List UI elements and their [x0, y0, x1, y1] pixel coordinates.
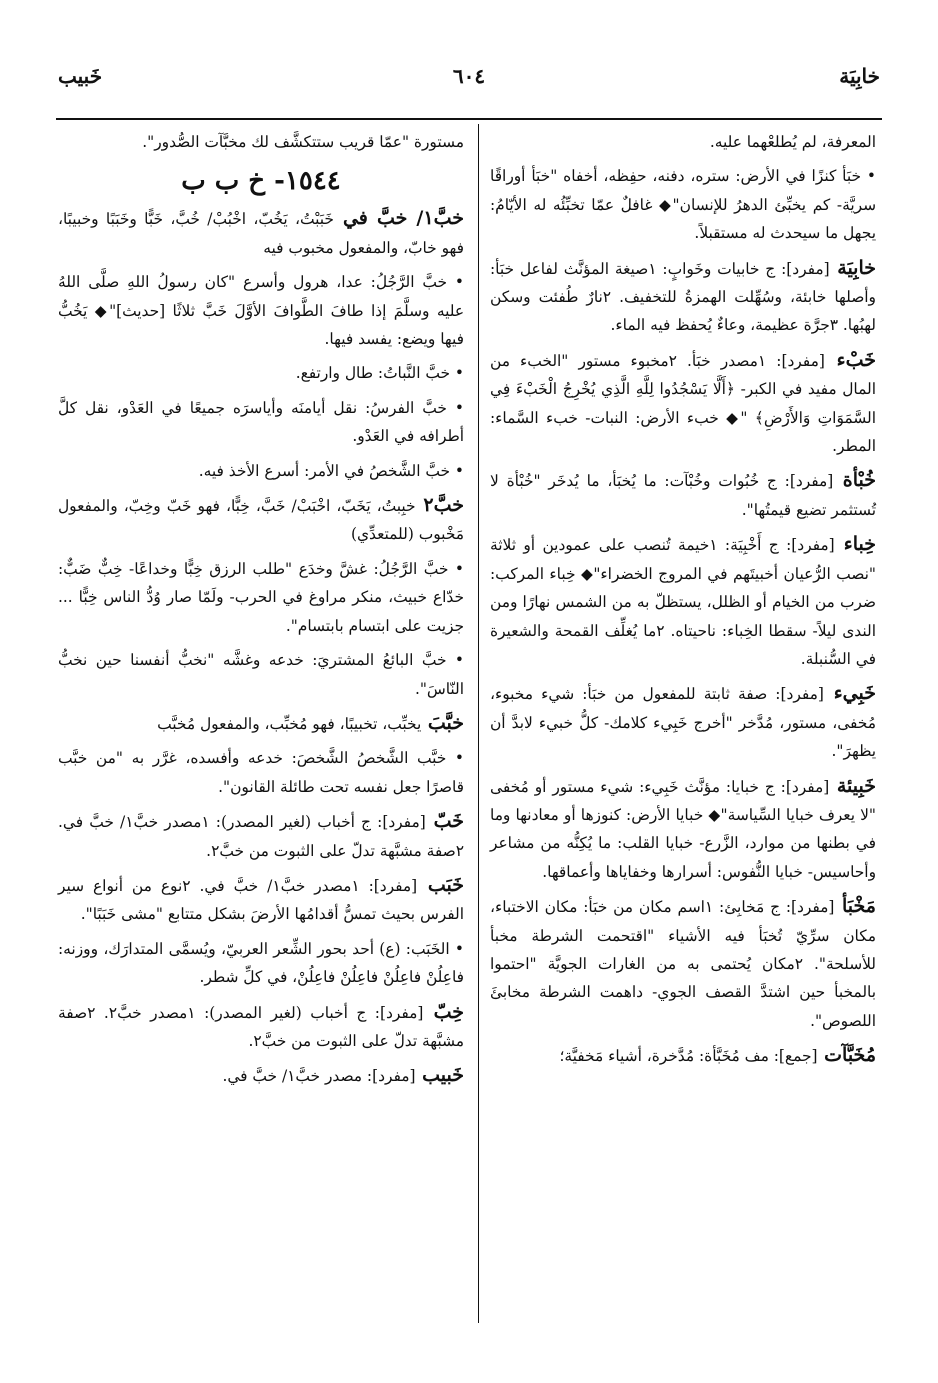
header-guide-word-right: خابِيَة — [839, 64, 880, 88]
sub-sense: • خبَأ كنزًا في الأرض: ستره، دفنه، حفِظه، أخفاه "خبَأ أوراقًا سريَّة- كم يخبِّئ الدهرُ للإنسان"◆ غافلٌ عمّا تخبِّئُه له الأيّامُ: يجهل ما سيحدث له مستقبلاً. — [490, 167, 876, 243]
entry-definition: [جمع]: مف مُخَبَّأة: مُدَّخرة، أشياء مَخفيَّة؛ — [559, 1047, 818, 1066]
entry-definition: [مفرد]: ج أخباب (لغير المصدر): ١مصدر خبَّ١/ خبَّ في. ٢صفة مشبَّهة تدلّ على الثبوت من خبَّ٢. — [58, 813, 464, 860]
right-column — [490, 128, 876, 1077]
entry-headword: خَبِيئة — [829, 774, 876, 797]
entry-headword: خِبّ — [423, 1000, 464, 1023]
column-divider — [478, 124, 479, 1323]
sub-sense: • خبَّ الرَّجُلُ: عدا، هرول وأسرع "كان رسولُ اللهِ صلَّى اللهُ عليه وسلَّمَ إذا طافَ الطَّوافَ الأوَّلَ خَبَّ ثلاثًا [حديث]"◆ يَخُبُّ فيها ويضع: يفسد فيها. — [58, 273, 464, 349]
dictionary-entry — [490, 772, 876, 887]
entry-headword: خبَّ٢ — [415, 494, 464, 517]
root-heading: ١٥٤٤- خ ب ب — [181, 166, 341, 197]
dictionary-entry — [490, 254, 876, 340]
entry-headword: خبَّ١/ خبَّ في — [333, 207, 465, 230]
entry-headword: مُخَبَّآت — [817, 1044, 876, 1067]
sub-sense: • خبَّ الرَّجُلُ: غشَّ وخدَع "طلب الرزق خِبًّا وخداعًا- خِبٌّ ضَبٌّ: خدّاع خبيث، منكر مراوغ في الحرب- ولَمّا صار وُدُّ الناس خِبًّا ... جزيت على ابتسام بابتسام". — [58, 559, 464, 635]
entry-headword: خَبَب — [417, 873, 464, 896]
entry-headword: خَبِيء — [823, 682, 877, 705]
dictionary-entry — [490, 892, 876, 1035]
entry-definition: يخبِّب، تخبيبًا، فهو مُخبِّب، والمفعول مُخبَّب — [157, 714, 422, 733]
entry-definition: [مفرد]: ج أخباب (لغير المصدر): ١مصدر خبَّ٢. ٢صفة مشبَّهة تدلّ على الثبوت من خبَّ٢. — [58, 1003, 464, 1050]
entry-definition: خَبَبْتُ، يَخُبّ، اخْبُبْ/ خُبَّ، خَبًّا وخَبَبًا وخبيبًا، فهو خابّ، والمفعول مخبوب فيه — [58, 210, 464, 257]
dictionary-entry — [58, 998, 464, 1056]
header-rule — [56, 118, 882, 120]
header-guide-word-left: خَبيب — [58, 64, 103, 88]
entry-definition: [مفرد]: ج خابيات وخَوابٍ: ١صيغة المؤنَّث لفاعل خبَأ: وأصلها خابئة، وسُهِّلت الهمزةُ للتخفيف. ٢نارٌ طُفئت وسكن لهبُها. ٣جرَّة عظيمة، وعاءٌ يُحفظ فيه الماء. — [490, 259, 876, 335]
entry-headword: خبَّبَ — [421, 711, 464, 734]
entry-definition: [مفرد]: ج مَخابِئ: ١اسم مكان من خبَأ: مكان الاختباء، مكان سرِّيّ تُخبَأ فيه الأشياء "اقتحمت الشرطة مخبأ للأسلحة". ٢مكان يُحتمى به من الغارات الجويَّة "احتموا بالمخبأ حين اشتدَّ القصف الجوي- داهمت الشرطة مخابئَ اللصوص". — [490, 898, 876, 1030]
left-column — [58, 128, 464, 1097]
continued-text: المعرفة، لم يُطلعْهما عليه. — [709, 133, 876, 151]
sub-sense: • خبَّب الشَّخصُ الشَّخصَ: خدعه وأفسده، غرَّر به "من خبَّب قاصرًا جعل نفسه تحت طائلة القانون". — [58, 749, 464, 796]
sub-sense: • الخَبَب: (ع) أحد بحور الشِّعر العربيّ، ويُسمَّى المتدارَك، ووزنه: فاعِلُنْ فاعِلُنْ فاعِلُنْ فاعِلُنْ، في كلِّ شطر. — [58, 939, 464, 987]
dictionary-entry — [490, 346, 876, 461]
entry-definition: [مفرد]: صفة ثابتة للمفعول من خبَأ: شيء مخبوء، مُخفى، مستور، مُدَّخر "أخرج خَبِيء كلامك- كلُّ خبيء لابدَّ أن يظهرَ". — [490, 685, 876, 761]
dictionary-entry — [58, 709, 464, 738]
dictionary-entry — [58, 204, 464, 262]
sub-sense: • خبَّ البائعُ المشتريَ: خدعه وغشَّه "نخبُّ أنفسنا حين نخبُّ النّاسَ". — [58, 651, 464, 698]
entry-headword: خَبْء — [824, 348, 876, 371]
sub-sense: • خبَّ النَّباتُ: طال وارتفع. — [295, 364, 464, 383]
entry-definition: [مفرد]: ج أَخْبِيَة: ١خيمة تُنصب على عمودين أو ثلاثة "نصب الرُّعيان أخبيتَهم في المروج الخضراء"◆ خِباء المركب: ضرب من الخيام أو الظلل، يستظلّ به من الشمس نهارًا ومن الندى ليلاً- سقطا الخِباء: ناحيتاه. ٢ما يُغلِّف القمحة والشعيرة في السُّنبلة. — [490, 536, 876, 668]
sub-sense: • خبَّ الشَّخصُ في الأمر: أسرع الأخذ فيه. — [198, 461, 464, 480]
continued-text: مستورة "عمّا قريب ستتكشَّف لك مخبَّآت الصُّدور". — [142, 133, 464, 151]
entry-definition: [مفرد]: ج خُبُوات وخُبْآت: ما يُخبَأ، ما يُدخَر "خُبْأة لا تُستثمر تضيع قيمتُها". — [490, 472, 876, 519]
entry-headword: خَبيب — [415, 1064, 464, 1087]
dictionary-entry — [490, 466, 876, 524]
entry-definition: [مفرد]: ١مصدر خبَّ١/ خبَّ في. ٢نوع من أنواع سير الفرس بحيث تمسُّ أقدامُها الأرضَ بشكل متتابع "مشى خَبَبًا". — [58, 876, 464, 924]
dictionary-entry — [490, 679, 876, 765]
dictionary-entry — [490, 530, 876, 673]
entry-definition: [مفرد]: ج خبايا: مؤنَّث خَبِيء: شيء مستور أو مُخفى "لا يعرف خبايا السِّياسة"◆ خبايا الأرض: كنوزها أو معادنها وما في بطنها من موارد، الزَّرع- خبايا القلب: ما يُكِنُّه من مشاعر وأحاسيس- خبايا النُّفوس: أسرارها وخفاياها وأعماقها. — [490, 777, 876, 881]
sub-sense: • خبَّ الفرسُ: نقل أيامنَه وأياسرَه جميعًا في العَدْو، نقل كلَّ أطرافه في العَدْو. — [58, 398, 464, 446]
entry-headword: مَخْبَأ — [834, 895, 876, 918]
entry-definition: خبِبتُ، يَخَبّ، اخْبَبْ/ خَبَّ، خِبًّا، فهو خَبّ وخِبّ، والمفعول مَخْبوب (للمتعدِّي) — [58, 497, 464, 544]
entry-headword: خَبّ — [425, 810, 464, 833]
entry-headword: خِباء — [834, 533, 876, 556]
dictionary-entry — [58, 1061, 464, 1090]
page-header — [58, 64, 880, 104]
dictionary-entry — [58, 871, 464, 929]
page-number: ٦٠٤ — [452, 64, 486, 88]
entry-definition: [مفرد]: مصدر خبَّ١/ خبَّ في. — [222, 1067, 416, 1086]
entry-definition: [مفرد]: ١مصدر خبَأ. ٢مخبوء مستور "الخبء من المال مفيد في الكبر- ﴿أَلَّا يَسْجُدُوا لِلَّهِ الَّذِي يُخْرِجُ الْخَبْءَ فِي السَّمَوَاتِ وَالأَرْضِ﴾ "◆ خبء الأرض: النبات- خبء السَّماء: المطر. — [490, 351, 876, 456]
dictionary-entry — [490, 1041, 876, 1070]
entry-headword: خُبْأة — [833, 469, 876, 492]
entry-headword: خابِيَة — [829, 256, 877, 279]
dictionary-entry — [58, 807, 464, 865]
dictionary-entry — [58, 491, 464, 549]
